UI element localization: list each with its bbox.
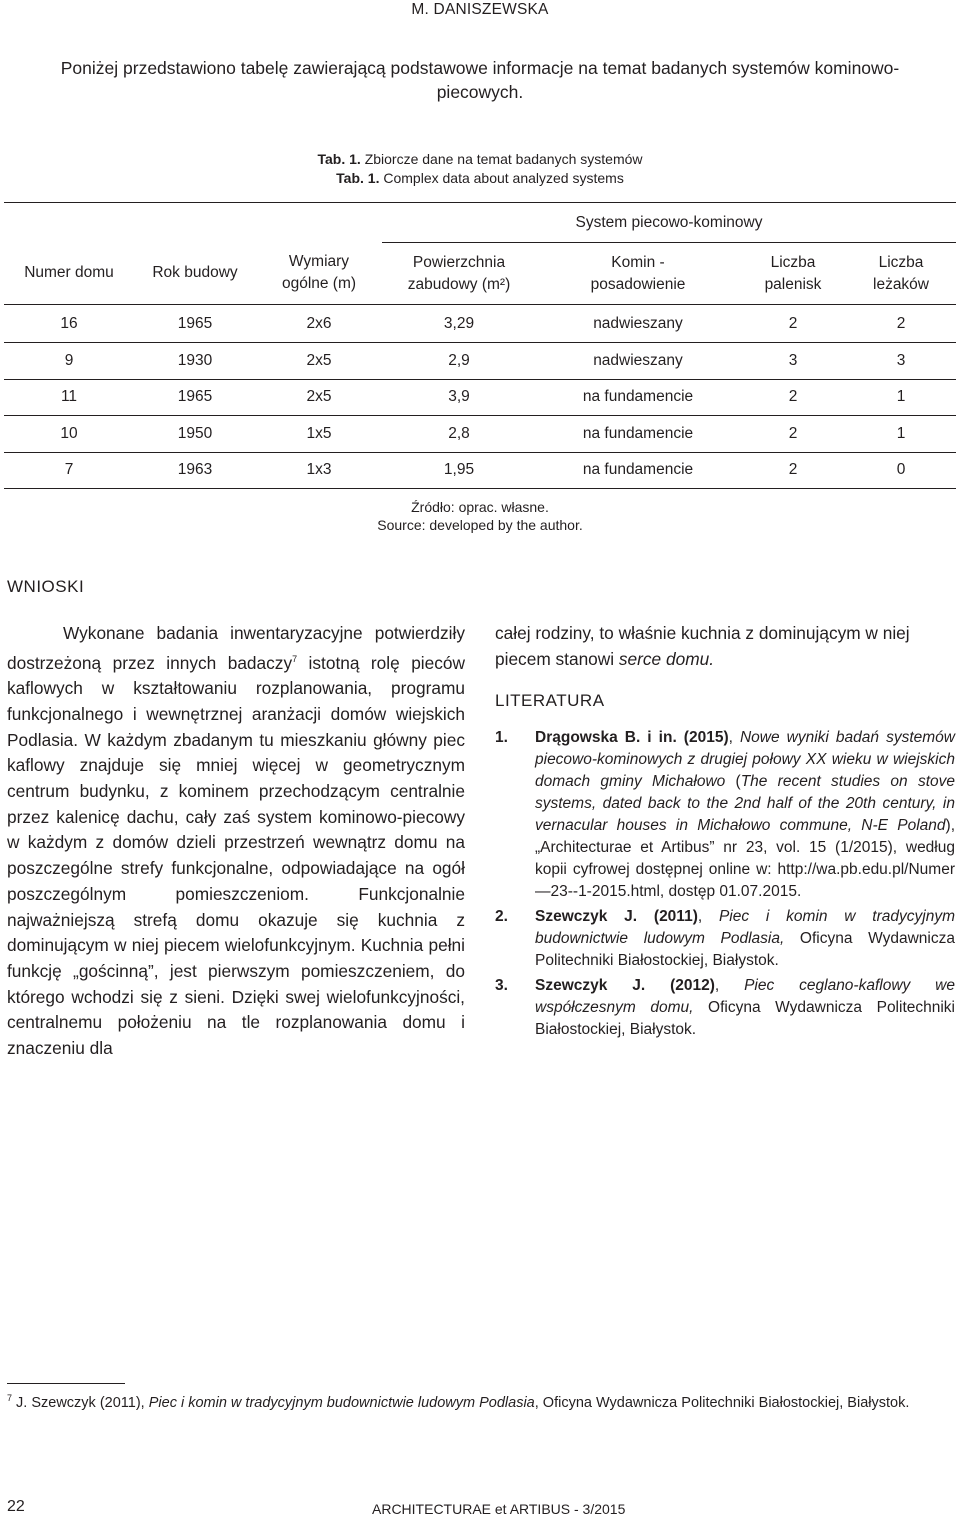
reference-author: Szewczyk J. (2012) [535, 977, 715, 995]
cell-fireplaces: 2 [740, 416, 846, 453]
conclusions-paragraph-continued [495, 621, 955, 672]
reference-text: Oficyna Wydawnicza Politechniki Białostockiej, Białystok. [535, 930, 955, 970]
table-label-pl: Tab. 1. [317, 151, 361, 167]
right-column [495, 621, 955, 1044]
intro-paragraph: Poniżej przedstawiono tabelę zawierającą podstawowe informacje na temat badanych systemów kominowo-piecowych. [60, 58, 900, 102]
cell-chimney: nadwieszany [536, 343, 740, 380]
cell-area: 3,29 [382, 305, 536, 343]
conclusions-left-column [7, 621, 465, 1062]
cell-area: 1,95 [382, 452, 536, 489]
cell-house-number: 10 [4, 416, 134, 453]
table-group-header-row [4, 203, 956, 243]
reference-author: Szewczyk J. (2011) [535, 908, 698, 926]
col-header-fireplaces: Liczba palenisk [740, 243, 846, 305]
cell-dimensions: 2x5 [256, 379, 382, 416]
footnote-ref: 7 [292, 653, 298, 664]
cell-fireplaces: 2 [740, 379, 846, 416]
table-row [4, 416, 956, 453]
reference-item [495, 906, 955, 972]
reference-text: Oficyna Wydawnicza Politechniki Białostockiej, Białystok. [535, 999, 956, 1039]
reference-number: 1. [495, 729, 508, 747]
cell-dimensions: 1x5 [256, 416, 382, 453]
cell-chimney: na fundamencie [536, 379, 740, 416]
reference-title-en: The recent studies on stove systems, dated back to the 2nd half of the 20th century, in vernacular houses in Michałowo commune, N-E Poland [535, 773, 955, 835]
cell-area: 2,9 [382, 343, 536, 380]
reference-title: Piec ceglano-kaflowy we współczesnym domu, [535, 977, 955, 1017]
reference-item [495, 975, 955, 1041]
cell-loungers: 3 [846, 343, 956, 380]
cell-house-number: 11 [4, 379, 134, 416]
table-body [4, 305, 956, 489]
table-label-en: Tab. 1. [336, 170, 380, 186]
col-header-area: Powierzchnia zabudowy (m²) [382, 243, 536, 305]
col-header-house-number: Numer domu [4, 243, 134, 305]
reference-text: ( [725, 773, 741, 791]
footnote-divider [7, 1383, 125, 1384]
table-source [0, 498, 960, 534]
cell-house-number: 7 [4, 452, 134, 489]
running-head: M. DANISZEWSKA [411, 1, 549, 18]
col-header-chimney: Komin - posadowienie [536, 243, 740, 305]
cell-loungers: 0 [846, 452, 956, 489]
cell-chimney: na fundamencie [536, 416, 740, 453]
cell-area: 3,9 [382, 379, 536, 416]
cell-build-year: 1965 [134, 305, 256, 343]
col-header-loungers: Liczba leżaków [846, 243, 956, 305]
cell-area: 2,8 [382, 416, 536, 453]
page-number: 22 [7, 1498, 25, 1515]
conclusions-text-b: istotną rolę pieców kaflowych w kształtowaniu rozplanowania, programu funkcjonalnego i wewnętrznej aranżacji domów wiejskich Podlasia. W każdym zbadanym tu mieszkaniu główny piec kaflowy znajduje się mniej więcej w geometrycznym centrum budynku, z kominem przechodzącym centralnie przez kalenicę dachu, cały zaś system kominowo-piecowy w każdym z domów dzieli przestrzeń wewnątrz domu na poszczególne strefy funkcjonalne, odpowiadające na ogół poszczególnym pomieszczeniom. Funkcjonalnie najważniejszą strefą domu okazuje się kuchnia z dominującym w niej piecem wielofunkcyjnym. Kuchnia pełni funkcję „gościnną”, jest pierwszym pomieszczeniem, do którego wchodzi się z sieni. Dzięki swej wielofunkcyjności, centralnemu położeniu na tle rozplanowania domu i znaczeniu dla [7, 652, 465, 1059]
table-caption-en [0, 169, 960, 188]
footnote-title: Piec i komin w tradycyjnym budownictwie ludowym Podlasia [148, 1394, 535, 1411]
cell-chimney: na fundamencie [536, 452, 740, 489]
table-header-row [4, 243, 956, 305]
table-row [4, 452, 956, 489]
conclusions-text-a: Wykonane badania inwentaryzacyjne potwierdziły dostrzeżoną przez innych badaczy [7, 623, 465, 673]
reference-sep: , [728, 729, 740, 747]
footnote-author: J. Szewczyk (2011), [12, 1394, 149, 1411]
cell-dimensions: 1x3 [256, 452, 382, 489]
table-group-header: System piecowo-kominowy [382, 203, 956, 243]
cell-loungers: 2 [846, 305, 956, 343]
table-row [4, 343, 956, 380]
reference-sep: , [714, 977, 745, 995]
cell-chimney: nadwieszany [536, 305, 740, 343]
cell-house-number: 16 [4, 305, 134, 343]
source-en: Source: developed by the author. [377, 517, 583, 533]
source-pl: Źródło: oprac. własne. [411, 499, 549, 515]
reference-list [495, 727, 955, 1041]
table-row [4, 305, 956, 343]
cell-build-year: 1950 [134, 416, 256, 453]
footnote-rest: , Oficyna Wydawnicza Politechniki Białostockiej, Białystok. [534, 1394, 910, 1411]
table-caption-pl [0, 150, 960, 169]
reference-sep: , [697, 908, 719, 926]
col-header-build-year: Rok budowy [134, 243, 256, 305]
cell-build-year: 1965 [134, 379, 256, 416]
cell-house-number: 9 [4, 343, 134, 380]
reference-text-2: ), „Architecturae et Artibus” nr 23, vol. 15 (1/2015), według kopii cyfrowej dostępnej online w: http://wa.pb.edu.pl/Numer—23--1-2015.html, dostęp 01.07.2015. [535, 817, 955, 901]
literature-heading: LITERATURA [495, 691, 605, 711]
cell-loungers: 1 [846, 416, 956, 453]
conclusions-paragraph [7, 621, 465, 1062]
table-row [4, 379, 956, 416]
cell-fireplaces: 3 [740, 343, 846, 380]
conclusions-heading: WNIOSKI [7, 577, 85, 596]
table-caption [0, 150, 960, 188]
reference-title: Piec i komin w tradycyjnym budownictwie ludowym Podlasia, [535, 908, 955, 948]
conclusions-text-c: całej rodziny, to właśnie kuchnia z dominującym w niej piecem stanowi [495, 623, 910, 669]
col-header-dimensions: Wymiary ogólne (m) [256, 243, 382, 305]
footnote-mark: 7 [7, 1393, 13, 1403]
systems-table [4, 202, 956, 489]
reference-number: 2. [495, 908, 508, 926]
cell-fireplaces: 2 [740, 305, 846, 343]
cell-build-year: 1963 [134, 452, 256, 489]
cell-fireplaces: 2 [740, 452, 846, 489]
cell-loungers: 1 [846, 379, 956, 416]
journal-footer: ARCHITECTURAE et ARTIBUS - 3/2015 [372, 1501, 626, 1517]
reference-author: Drągowska B. i in. (2015) [535, 729, 729, 747]
cell-dimensions: 2x6 [256, 305, 382, 343]
cell-dimensions: 2x5 [256, 343, 382, 380]
footnote [7, 1389, 955, 1413]
reference-title: Nowe wyniki badań systemów piecowo-kominowych z drugiej połowy XX wieku w wiejskich domach gminy Michałowo [535, 729, 955, 791]
table-title-en: Complex data about analyzed systems [383, 170, 624, 186]
reference-item [495, 727, 955, 903]
table-title-pl: Zbiorcze dane na temat badanych systemów [364, 151, 643, 167]
reference-number: 3. [495, 977, 508, 995]
conclusions-text-italic: serce domu. [618, 648, 714, 669]
cell-build-year: 1930 [134, 343, 256, 380]
